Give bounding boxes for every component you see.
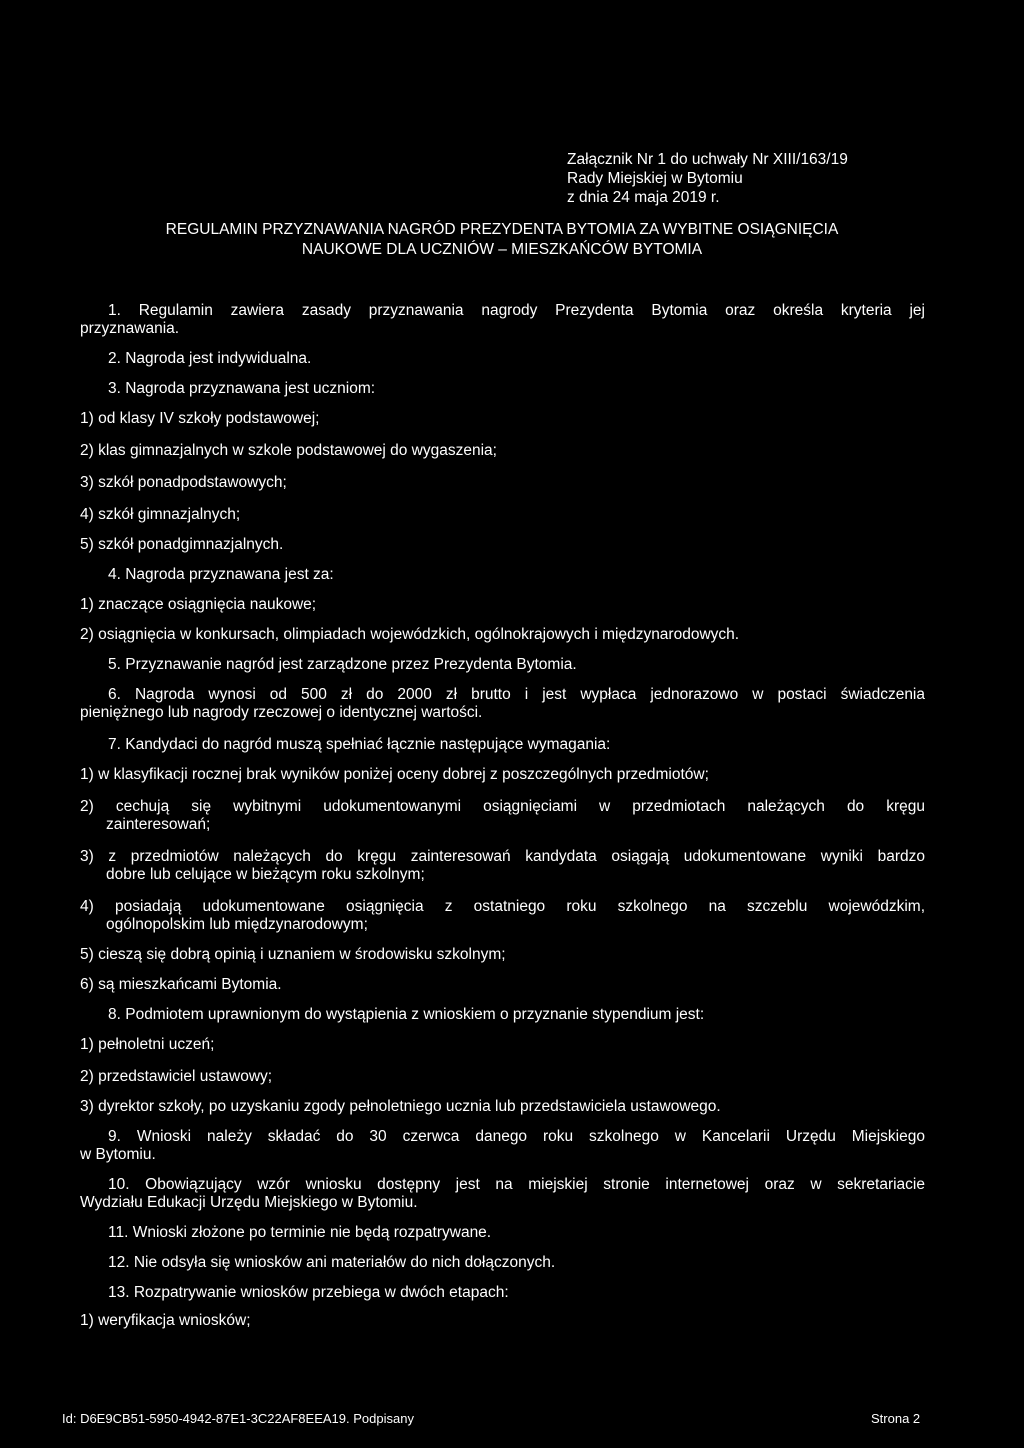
paragraph-1-line-2: przyznawania.	[80, 320, 180, 337]
paragraph-8: 8. Podmiotem uprawnionym do wystąpienia z wnioskiem o przyznanie stypendium jest:	[108, 1006, 705, 1023]
paragraph-4: 4. Nagroda przyznawana jest za:	[108, 566, 334, 583]
paragraph-5: 5. Przyznawanie nagród jest zarządzone przez Prezydenta Bytomia.	[108, 656, 577, 673]
attachment-header	[567, 150, 848, 207]
list-item: 4) posiadają udokumentowane osiągnięcia z ostatniego roku szkolnego na szczeblu wojewódzkim,	[80, 898, 925, 915]
list-item: 1) znaczące osiągnięcia naukowe;	[80, 596, 317, 613]
list-item: 4) szkół gimnazjalnych;	[80, 506, 241, 523]
paragraph-11: 11. Wnioski złożone po terminie nie będą rozpatrywane.	[108, 1224, 492, 1241]
list-item: 2) przedstawiciel ustawowy;	[80, 1068, 273, 1085]
title-line-1: REGULAMIN PRZYZNAWANIA NAGRÓD PREZYDENTA BYTOMIA ZA WYBITNE OSIĄGNIĘCIA	[165, 221, 839, 238]
page-number: Strona 2	[871, 1411, 921, 1426]
list-item: 3) dyrektor szkoły, po uzyskaniu zgody pełnoletniego ucznia lub przedstawiciela ustawowego.	[80, 1098, 721, 1115]
list-item: 5) cieszą się dobrą opinią i uznaniem w środowisku szkolnym;	[80, 946, 506, 963]
paragraph-6-line-2: pieniężnego lub nagrody rzeczowej o identycznej wartości.	[80, 704, 483, 721]
date-line: z dnia 24 maja 2019 r.	[567, 189, 720, 206]
paragraph-10-line-2: Wydziału Edukacji Urzędu Miejskiego w Bytomiu.	[80, 1194, 418, 1211]
list-item-continuation: ogólnopolskim lub międzynarodowym;	[106, 916, 368, 933]
paragraph-12: 12. Nie odsyła się wniosków ani materiałów do nich dołączonych.	[108, 1254, 556, 1271]
list-item: 5) szkół ponadgimnazjalnych.	[80, 536, 284, 553]
list-item-continuation: dobre lub celujące w bieżącym roku szkolnym;	[106, 866, 425, 883]
paragraph-3: 3. Nagroda przyznawana jest uczniom:	[108, 380, 376, 397]
list-item: 2) klas gimnazjalnych w szkole podstawowej do wygaszenia;	[80, 442, 497, 459]
document-title	[0, 220, 1004, 260]
attachment-line: Załącznik Nr 1 do uchwały Nr XIII/163/19	[567, 151, 848, 168]
list-item: 1) pełnoletni uczeń;	[80, 1036, 215, 1053]
paragraph-7: 7. Kandydaci do nagród muszą spełniać łącznie następujące wymagania:	[108, 736, 611, 753]
list-item: 2) osiągnięcia w konkursach, olimpiadach wojewódzkich, ogólnokrajowych i międzynarodowych.	[80, 626, 740, 643]
paragraph-10-line-1: 10. Obowiązujący wzór wniosku dostępny jest na miejskiej stronie internetowej oraz w sekretariacie	[108, 1176, 925, 1193]
list-item: 3) z przedmiotów należących do kręgu zainteresowań kandydata osiągają udokumentowane wyniki bardzo	[80, 848, 925, 865]
list-item: 1) od klasy IV szkoły podstawowej;	[80, 410, 320, 427]
paragraph-9-line-2: w Bytomiu.	[80, 1146, 156, 1163]
list-item: 2) cechują się wybitnymi udokumentowanymi osiągnięciami w przedmiotach należących do kręgu	[80, 798, 925, 815]
list-item: 1) w klasyfikacji rocznej brak wyników poniżej oceny dobrej z poszczególnych przedmiotów;	[80, 766, 709, 783]
list-item: 6) są mieszkańcami Bytomia.	[80, 976, 282, 993]
title-line-2: NAUKOWE DLA UCZNIÓW – MIESZKAŃCÓW BYTOMIA	[301, 241, 703, 258]
council-line: Rady Miejskiej w Bytomiu	[567, 170, 743, 187]
list-item: 1) weryfikacja wniosków;	[80, 1312, 251, 1329]
paragraph-6-line-1: 6. Nagroda wynosi od 500 zł do 2000 zł brutto i jest wypłaca jednorazowo w postaci świadczenia	[108, 686, 925, 703]
list-item-continuation: zainteresowań;	[106, 816, 211, 833]
document-id: Id: D6E9CB51-5950-4942-87E1-3C22AF8EEA19. Podpisany	[62, 1411, 414, 1426]
paragraph-1-line-1: 1. Regulamin zawiera zasady przyznawania nagrody Prezydenta Bytomia oraz określa kryteria jej	[108, 302, 925, 319]
list-item: 3) szkół ponadpodstawowych;	[80, 474, 287, 491]
paragraph-13: 13. Rozpatrywanie wniosków przebiega w dwóch etapach:	[108, 1284, 509, 1301]
paragraph-9-line-1: 9. Wnioski należy składać do 30 czerwca danego roku szkolnego w Kancelarii Urzędu Miejskiego	[108, 1128, 925, 1145]
paragraph-2: 2. Nagroda jest indywidualna.	[108, 350, 312, 367]
